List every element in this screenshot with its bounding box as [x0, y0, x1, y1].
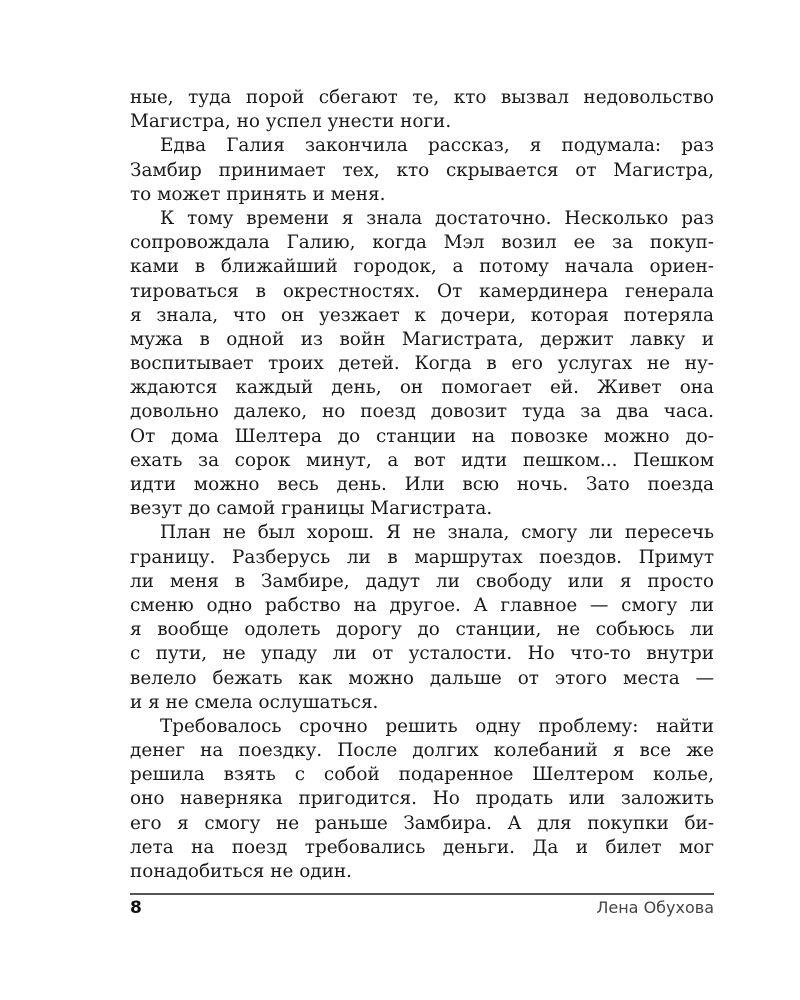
- author-name: Лена Обухова: [596, 898, 714, 917]
- text-line: Магистра, но успел унести ноги.: [130, 111, 452, 133]
- text-line: мужа в одной из войн Магистрата, держит лавку и: [130, 328, 714, 350]
- text-line: Требовалось срочно решить одну проблему: найти: [160, 715, 714, 737]
- text-line: ли меня в Замбире, дадут ли свободу или я просто: [130, 570, 714, 592]
- text-line: ками в ближайший городок, а потому начала ориен-: [130, 256, 714, 278]
- text-line: и я не смела ослушаться.: [130, 691, 379, 713]
- text-line: Едва Галия закончила рассказ, я подумала: раз: [160, 135, 714, 157]
- text-line: Замбир принимает тех, кто скрывается от Магистра,: [130, 159, 714, 181]
- text-line: везут до самой границы Магистрата.: [130, 498, 493, 520]
- text-line: сменю одно рабство на другое. А главное — смогу ли: [130, 594, 714, 616]
- text-line: денег на поездку. После долгих колебаний я все же: [130, 740, 714, 762]
- text-line: сопровождала Галию, когда Мэл возил ее за покуп-: [130, 232, 714, 254]
- text-line: тироваться в окрестностях. От камердинера генерала: [130, 280, 714, 302]
- text-line: решила взять с собой подаренное Шелтером колье,: [130, 764, 714, 786]
- text-line: я вообще одолеть дорогу до станции, не собьюсь ли: [130, 619, 714, 641]
- paragraph-2: [130, 134, 714, 207]
- text-line: От дома Шелтера до станции на повозке можно до-: [130, 425, 714, 447]
- text-line: лета на поезд требовались деньги. Да и билет мог: [130, 836, 714, 858]
- page-number: 8: [130, 898, 142, 918]
- text-line: велело бежать как можно дальше от этого места —: [130, 667, 714, 689]
- text-line: идти можно весь день. Или всю ночь. Зато поезда: [130, 474, 714, 495]
- text-line: ные, туда порой сбегают те, кто вызвал недовольство: [130, 87, 714, 108]
- text-line: его я смогу не раньше Замбира. А для покупки би-: [130, 812, 714, 834]
- paragraph-5: [130, 715, 714, 884]
- text-line: я знала, что он уезжает к дочери, которая потеряла: [130, 304, 714, 326]
- paragraph-4: [130, 521, 714, 715]
- page-body-text: [130, 86, 714, 884]
- text-line: воспитывает троих детей. Когда в его услугах не ну-: [130, 353, 714, 375]
- text-line: оно наверняка пригодится. Но продать или заложить: [130, 788, 714, 810]
- paragraph-3: [130, 207, 714, 521]
- text-line: ждаются каждый день, он помогает ей. Живет она: [130, 377, 714, 399]
- text-line: то может принять и меня.: [130, 183, 386, 205]
- text-line: План не был хорош. Я не знала, смогу ли пересечь: [160, 522, 714, 544]
- text-line: понадобиться не один.: [130, 861, 352, 882]
- paragraph-1: [130, 86, 714, 134]
- text-line: границу. Разберусь ли в маршрутах поездов. Примут: [130, 546, 714, 568]
- text-line: довольно далеко, но поезд довозит туда за два часа.: [130, 401, 714, 423]
- text-line: К тому времени я знала достаточно. Несколько раз: [160, 207, 714, 229]
- text-line: ехать за сорок минут, а вот идти пешком... Пешком: [130, 449, 714, 471]
- footer-divider: [130, 893, 714, 895]
- text-line: с пути, не упаду ли от усталости. Но что-то внутри: [130, 643, 714, 665]
